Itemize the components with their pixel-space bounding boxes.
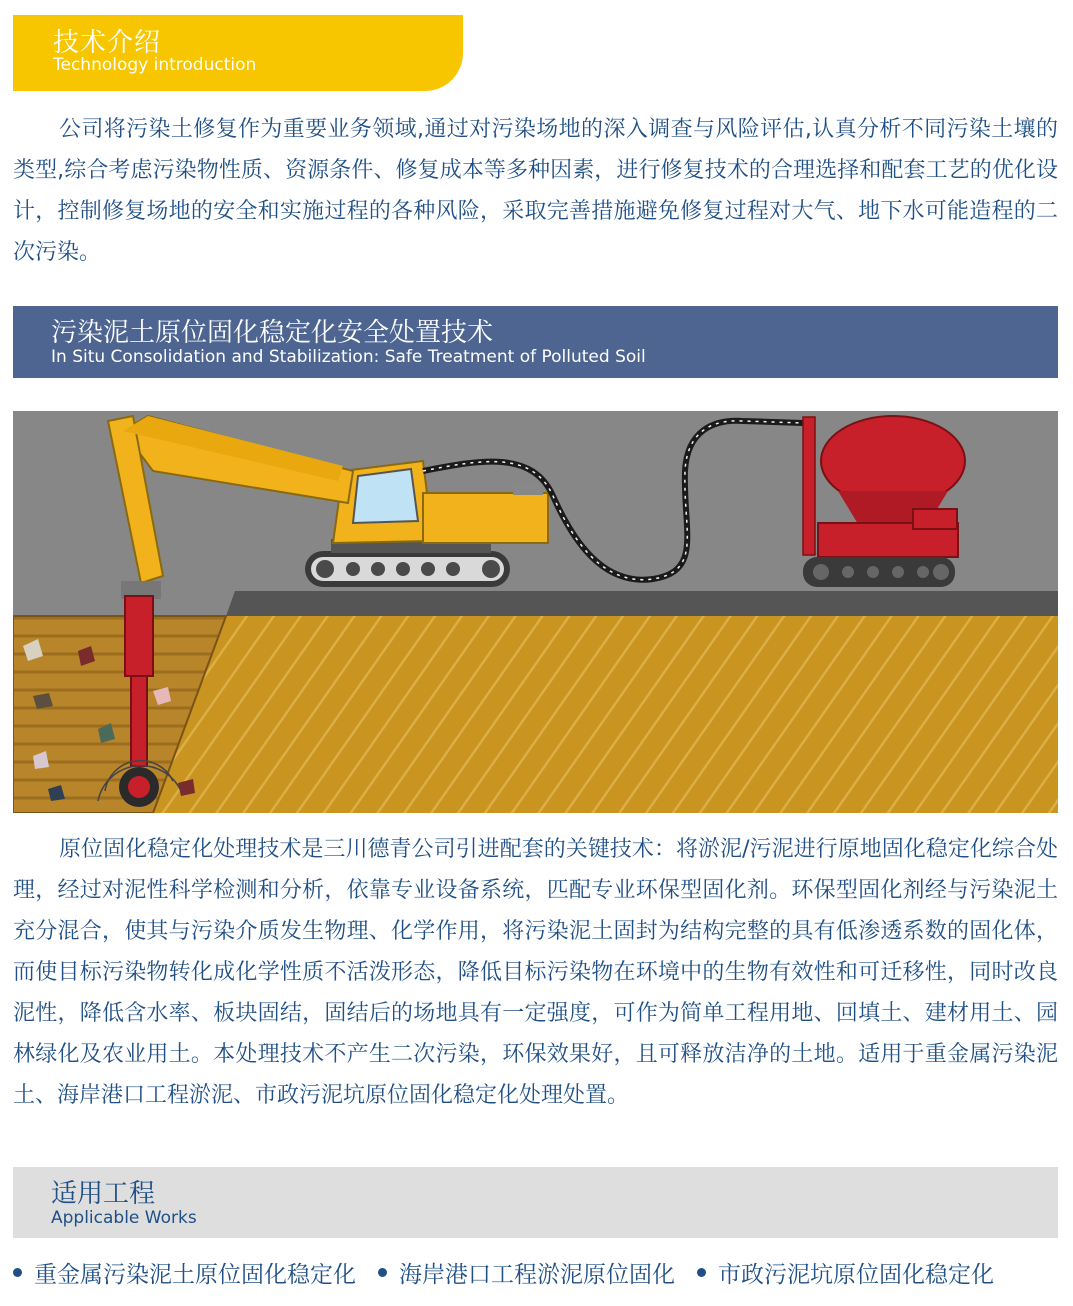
work-item-label: 重金属污染泥土原位固化稳定化 [34,1261,356,1288]
section-title-en: Applicable Works [51,1208,197,1228]
applicable-works-list [13,1252,1058,1292]
technology-intro-paragraph: 公司将污染土修复作为重要业务领域,通过对污染场地的深入调查与风险评估,认真分析不同污染土壤的类型,综合考虑污染物性质、资源条件、修复成本等多种因素，进行修复技术的合理选择和配套工艺的优化设计，控制修复场地的安全和实施过程的各种风险，采取完善措施避免修复过程对大气、地下水可能造程的二次污染。 [13,117,1058,265]
section-title-zh: 技术介绍 [53,28,162,58]
section-title-zh: 污染泥土原位固化稳定化安全处置技术 [51,318,494,348]
list-item [378,1256,675,1289]
section-title-en: In Situ Consolidation and Stabilization: Safe Treatment of Polluted Soil [51,347,646,367]
bullet-icon [378,1268,387,1277]
section-header-technology [13,15,463,91]
in-situ-description-paragraph: 原位固化稳定化处理技术是三川德青公司引进配套的关键技术：将淤泥/污泥进行原地固化稳定化综合处理，经过对泥性科学检测和分析，依靠专业设备系统，匹配专业环保型固化剂。环保型固化剂经与污染泥土充分混合，使其与污染介质发生物理、化学作用，将污染泥土固封为结构完整的具有低渗透系数的固化体，而使目标污染物转化成化学性质不活泼形态，降低目标污染物在环境中的生物有效性和可迁移性，同时改良泥性，降低含水率、板块固结，固结后的场地具有一定强度，可作为简单工程用地、回填土、建材用土、园林绿化及农业用土。本处理技术不产生二次污染，环保效果好，且可释放洁净的土地。适用于重金属污染泥土、海岸港口工程淤泥、市政污泥坑原位固化稳定化处理处置。 [13,837,1058,1108]
work-item-label: 市政污泥坑原位固化稳定化 [718,1261,994,1288]
bullet-icon [13,1268,22,1277]
section-title-en: Technology introduction [53,55,257,75]
section-title-zh: 适用工程 [51,1179,156,1209]
section-header-applicable-works [13,1167,1058,1238]
in-situ-treatment-illustration [13,411,1058,813]
work-item-label: 海岸港口工程淤泥原位固化 [399,1261,675,1288]
bullet-icon [697,1268,706,1277]
list-item [13,1256,356,1289]
excavator-mixing-illustration [13,411,1058,813]
list-item [697,1256,994,1289]
section-header-in-situ [13,306,1058,378]
